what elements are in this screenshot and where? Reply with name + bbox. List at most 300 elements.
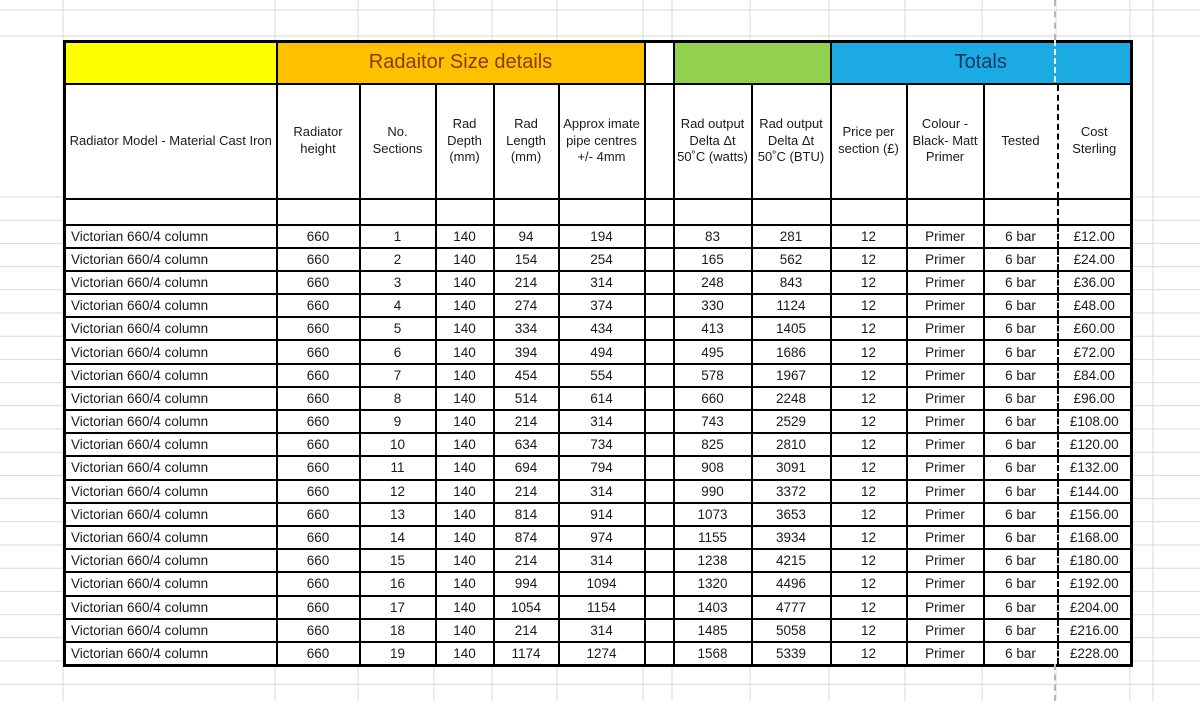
cell-colour[interactable]: Primer (907, 248, 984, 271)
cell-tested[interactable]: 6 bar (984, 387, 1058, 410)
cell-gap[interactable] (645, 549, 674, 572)
table-row (65, 642, 1132, 665)
cell-watts[interactable]: 1320 (674, 572, 752, 595)
cell-colour[interactable]: Primer (907, 340, 984, 363)
cell-tested[interactable]: 6 bar (984, 271, 1058, 294)
cell-gap[interactable] (645, 248, 674, 271)
cell-cost[interactable]: £60.00 (1058, 317, 1132, 340)
cell-gap[interactable] (645, 317, 674, 340)
cell-height[interactable]: 660 (277, 387, 360, 410)
cell-colour[interactable]: Primer (907, 294, 984, 317)
cell-empty-btu[interactable] (752, 199, 831, 225)
cell-sections[interactable]: 9 (360, 410, 436, 433)
cell-colour[interactable]: Primer (907, 480, 984, 503)
cell-gap[interactable] (645, 456, 674, 479)
cell-watts[interactable]: 578 (674, 364, 752, 387)
cell-centres[interactable]: 374 (559, 294, 645, 317)
cell-model[interactable]: Victorian 660/4 column (65, 294, 277, 317)
cell-price[interactable]: 12 (831, 387, 907, 410)
cell-price[interactable]: 12 (831, 456, 907, 479)
cell-depth[interactable]: 140 (436, 642, 494, 665)
cell-centres[interactable]: 434 (559, 317, 645, 340)
cell-btu[interactable]: 3372 (752, 480, 831, 503)
cell-cost[interactable]: £228.00 (1058, 642, 1132, 665)
cell-depth[interactable]: 140 (436, 433, 494, 456)
cell-depth[interactable]: 140 (436, 294, 494, 317)
cell-cost[interactable]: £84.00 (1058, 364, 1132, 387)
cell-colour[interactable]: Primer (907, 433, 984, 456)
page-break-line-bottom (1054, 664, 1056, 701)
cell-empty-colour[interactable] (907, 199, 984, 225)
cell-btu[interactable]: 5339 (752, 642, 831, 665)
cell-empty-length[interactable] (494, 199, 559, 225)
cell-cost[interactable]: £144.00 (1058, 480, 1132, 503)
cell-height[interactable]: 660 (277, 572, 360, 595)
cell-length[interactable]: 214 (494, 271, 559, 294)
table-row (65, 503, 1132, 526)
page-break-line-band (1054, 40, 1056, 82)
cell-model[interactable]: Victorian 660/4 column (65, 410, 277, 433)
cell-length[interactable]: 274 (494, 294, 559, 317)
cell-centres[interactable]: 314 (559, 480, 645, 503)
cell-colour[interactable]: Primer (907, 503, 984, 526)
cell-gap[interactable] (645, 433, 674, 456)
cell-empty-gap[interactable] (645, 199, 674, 225)
cell-tested[interactable]: 6 bar (984, 433, 1058, 456)
table-row (65, 271, 1132, 294)
cell-depth[interactable]: 140 (436, 549, 494, 572)
totals-band[interactable]: Totals (831, 42, 1132, 84)
cell-height[interactable]: 660 (277, 340, 360, 363)
cell-colour[interactable]: Primer (907, 526, 984, 549)
cell-colour[interactable]: Primer (907, 572, 984, 595)
cell-depth[interactable]: 140 (436, 526, 494, 549)
cell-depth[interactable]: 140 (436, 480, 494, 503)
cell-price[interactable]: 12 (831, 225, 907, 248)
cell-length[interactable]: 214 (494, 549, 559, 572)
table-row (65, 456, 1132, 479)
column-header-length[interactable]: Rad Length (mm) (494, 84, 559, 199)
cell-length[interactable]: 394 (494, 340, 559, 363)
cell-centres[interactable]: 314 (559, 410, 645, 433)
cell-depth[interactable]: 140 (436, 619, 494, 642)
cell-watts[interactable]: 1568 (674, 642, 752, 665)
cell-colour[interactable]: Primer (907, 364, 984, 387)
cell-model[interactable]: Victorian 660/4 column (65, 340, 277, 363)
cell-colour[interactable]: Primer (907, 387, 984, 410)
cell-model[interactable]: Victorian 660/4 column (65, 642, 277, 665)
cell-watts[interactable]: 1403 (674, 596, 752, 619)
cell-sections[interactable]: 10 (360, 433, 436, 456)
cell-model[interactable]: Victorian 660/4 column (65, 364, 277, 387)
cell-length[interactable]: 994 (494, 572, 559, 595)
cell-tested[interactable]: 6 bar (984, 549, 1058, 572)
cell-length[interactable]: 214 (494, 480, 559, 503)
table-row (65, 596, 1132, 619)
cell-cost[interactable]: £108.00 (1058, 410, 1132, 433)
cell-centres[interactable]: 974 (559, 526, 645, 549)
cell-price[interactable]: 12 (831, 526, 907, 549)
cell-price[interactable]: 12 (831, 433, 907, 456)
column-header-watts[interactable]: Rad output Delta Δt 50˚C (watts) (674, 84, 752, 199)
cell-sections[interactable]: 14 (360, 526, 436, 549)
cell-colour[interactable]: Primer (907, 225, 984, 248)
cell-cost[interactable]: £24.00 (1058, 248, 1132, 271)
cell-tested[interactable]: 6 bar (984, 596, 1058, 619)
cell-model[interactable]: Victorian 660/4 column (65, 480, 277, 503)
cell-centres[interactable]: 1154 (559, 596, 645, 619)
cell-btu[interactable]: 5058 (752, 619, 831, 642)
cell-centres[interactable]: 794 (559, 456, 645, 479)
cell-height[interactable]: 660 (277, 271, 360, 294)
cell-price[interactable]: 12 (831, 642, 907, 665)
cell-depth[interactable]: 140 (436, 364, 494, 387)
cell-empty-cost[interactable] (1058, 199, 1132, 225)
column-header-gap[interactable] (645, 84, 674, 199)
cell-centres[interactable]: 734 (559, 433, 645, 456)
cell-centres[interactable]: 314 (559, 271, 645, 294)
cell-height[interactable]: 660 (277, 456, 360, 479)
cell-btu[interactable]: 4215 (752, 549, 831, 572)
cell-gap[interactable] (645, 596, 674, 619)
cell-length[interactable]: 814 (494, 503, 559, 526)
cell-watts[interactable]: 1155 (674, 526, 752, 549)
cell-tested[interactable]: 6 bar (984, 619, 1058, 642)
cell-watts[interactable]: 908 (674, 456, 752, 479)
cell-sections[interactable]: 2 (360, 248, 436, 271)
cell-centres[interactable]: 1274 (559, 642, 645, 665)
cell-height[interactable]: 660 (277, 596, 360, 619)
cell-model[interactable]: Victorian 660/4 column (65, 572, 277, 595)
cell-height[interactable]: 660 (277, 225, 360, 248)
cell-tested[interactable]: 6 bar (984, 526, 1058, 549)
cell-colour[interactable]: Primer (907, 549, 984, 572)
cell-model[interactable]: Victorian 660/4 column (65, 596, 277, 619)
cell-tested[interactable]: 6 bar (984, 225, 1058, 248)
cell-height[interactable]: 660 (277, 410, 360, 433)
cell-sections[interactable]: 5 (360, 317, 436, 340)
cell-watts[interactable]: 1238 (674, 549, 752, 572)
table-row (65, 572, 1132, 595)
table-row (65, 294, 1132, 317)
table-row (65, 364, 1132, 387)
cell-depth[interactable]: 140 (436, 225, 494, 248)
cell-price[interactable]: 12 (831, 294, 907, 317)
cell-tested[interactable]: 6 bar (984, 317, 1058, 340)
cell-height[interactable]: 660 (277, 317, 360, 340)
cell-empty-price[interactable] (831, 199, 907, 225)
cell-tested[interactable]: 6 bar (984, 294, 1058, 317)
cell-price[interactable]: 12 (831, 596, 907, 619)
cell-cost[interactable]: £36.00 (1058, 271, 1132, 294)
cell-btu[interactable]: 1967 (752, 364, 831, 387)
cell-length[interactable]: 694 (494, 456, 559, 479)
cell-depth[interactable]: 140 (436, 387, 494, 410)
cell-cost[interactable]: £12.00 (1058, 225, 1132, 248)
cell-colour[interactable]: Primer (907, 619, 984, 642)
cell-gap[interactable] (645, 526, 674, 549)
cell-height[interactable]: 660 (277, 248, 360, 271)
cell-price[interactable]: 12 (831, 619, 907, 642)
table-row (65, 549, 1132, 572)
cell-model[interactable]: Victorian 660/4 column (65, 225, 277, 248)
cell-cost[interactable]: £168.00 (1058, 526, 1132, 549)
cell-sections[interactable]: 11 (360, 456, 436, 479)
cell-price[interactable]: 12 (831, 340, 907, 363)
cell-sections[interactable]: 3 (360, 271, 436, 294)
green-band-cell[interactable] (674, 42, 831, 84)
column-header-btu[interactable]: Rad output Delta Δt 50˚C (BTU) (752, 84, 831, 199)
column-header-height[interactable]: Radiator height (277, 84, 360, 199)
cell-tested[interactable]: 6 bar (984, 248, 1058, 271)
cell-gap[interactable] (645, 642, 674, 665)
table-row (65, 410, 1132, 433)
table-row (65, 619, 1132, 642)
table-row (65, 387, 1132, 410)
cell-colour[interactable]: Primer (907, 317, 984, 340)
column-header-row (65, 84, 1132, 199)
cell-length[interactable]: 334 (494, 317, 559, 340)
column-header-depth[interactable]: Rad Depth (mm) (436, 84, 494, 199)
cell-sections[interactable]: 15 (360, 549, 436, 572)
cell-depth[interactable]: 140 (436, 503, 494, 526)
cell-gap[interactable] (645, 503, 674, 526)
cell-price[interactable]: 12 (831, 503, 907, 526)
spacer-row (65, 199, 1132, 225)
band-gap-cell[interactable] (645, 42, 674, 84)
cell-sections[interactable]: 17 (360, 596, 436, 619)
cell-btu[interactable]: 4496 (752, 572, 831, 595)
cell-height[interactable]: 660 (277, 433, 360, 456)
cell-watts[interactable]: 330 (674, 294, 752, 317)
cell-colour[interactable]: Primer (907, 596, 984, 619)
cell-gap[interactable] (645, 294, 674, 317)
cell-cost[interactable]: £132.00 (1058, 456, 1132, 479)
cell-colour[interactable]: Primer (907, 456, 984, 479)
cell-centres[interactable]: 194 (559, 225, 645, 248)
cell-cost[interactable]: £96.00 (1058, 387, 1132, 410)
yellow-band-cell[interactable] (65, 42, 277, 84)
cell-depth[interactable]: 140 (436, 340, 494, 363)
cell-length[interactable]: 454 (494, 364, 559, 387)
cell-price[interactable]: 12 (831, 572, 907, 595)
cell-model[interactable]: Victorian 660/4 column (65, 456, 277, 479)
cell-empty-sections[interactable] (360, 199, 436, 225)
cell-watts[interactable]: 825 (674, 433, 752, 456)
cell-cost[interactable]: £192.00 (1058, 572, 1132, 595)
cell-height[interactable]: 660 (277, 364, 360, 387)
cell-height[interactable]: 660 (277, 526, 360, 549)
cell-model[interactable]: Victorian 660/4 column (65, 248, 277, 271)
cell-tested[interactable]: 6 bar (984, 456, 1058, 479)
cell-cost[interactable]: £180.00 (1058, 549, 1132, 572)
cell-watts[interactable]: 165 (674, 248, 752, 271)
cell-price[interactable]: 12 (831, 410, 907, 433)
cell-model[interactable]: Victorian 660/4 column (65, 271, 277, 294)
cell-length[interactable]: 874 (494, 526, 559, 549)
cell-gap[interactable] (645, 387, 674, 410)
cell-depth[interactable]: 140 (436, 248, 494, 271)
cell-tested[interactable]: 6 bar (984, 364, 1058, 387)
cell-tested[interactable]: 6 bar (984, 503, 1058, 526)
column-header-cost[interactable]: Cost Sterling (1058, 84, 1132, 199)
cell-gap[interactable] (645, 410, 674, 433)
cell-btu[interactable]: 1405 (752, 317, 831, 340)
cell-height[interactable]: 660 (277, 294, 360, 317)
cell-cost[interactable]: £48.00 (1058, 294, 1132, 317)
column-header-price[interactable]: Price per section (£) (831, 84, 907, 199)
cell-btu[interactable]: 2529 (752, 410, 831, 433)
cell-tested[interactable]: 6 bar (984, 410, 1058, 433)
cell-empty-height[interactable] (277, 199, 360, 225)
cell-price[interactable]: 12 (831, 364, 907, 387)
cell-btu[interactable]: 3934 (752, 526, 831, 549)
cell-sections[interactable]: 7 (360, 364, 436, 387)
cell-sections[interactable]: 8 (360, 387, 436, 410)
cell-model[interactable]: Victorian 660/4 column (65, 387, 277, 410)
page-break-line-top (1054, 0, 1056, 40)
cell-depth[interactable]: 140 (436, 456, 494, 479)
cell-sections[interactable]: 1 (360, 225, 436, 248)
cell-tested[interactable]: 6 bar (984, 642, 1058, 665)
cell-depth[interactable]: 140 (436, 596, 494, 619)
cell-depth[interactable]: 140 (436, 572, 494, 595)
table-row (65, 480, 1132, 503)
cell-sections[interactable]: 16 (360, 572, 436, 595)
cell-gap[interactable] (645, 271, 674, 294)
cell-btu[interactable]: 3653 (752, 503, 831, 526)
column-header-colour[interactable]: Colour - Black- Matt Primer (907, 84, 984, 199)
cell-length[interactable]: 1054 (494, 596, 559, 619)
cell-length[interactable]: 634 (494, 433, 559, 456)
cell-empty-model[interactable] (65, 199, 277, 225)
table-row (65, 433, 1132, 456)
cell-centres[interactable]: 914 (559, 503, 645, 526)
cell-sections[interactable]: 13 (360, 503, 436, 526)
cell-centres[interactable]: 554 (559, 364, 645, 387)
cell-centres[interactable]: 254 (559, 248, 645, 271)
column-header-centres[interactable]: Approx imate pipe centres +/- 4mm (559, 84, 645, 199)
cell-gap[interactable] (645, 572, 674, 595)
cell-btu[interactable]: 843 (752, 271, 831, 294)
cell-model[interactable]: Victorian 660/4 column (65, 549, 277, 572)
cell-centres[interactable]: 494 (559, 340, 645, 363)
cell-price[interactable]: 12 (831, 480, 907, 503)
cell-length[interactable]: 514 (494, 387, 559, 410)
size-details-band[interactable]: Radaitor Size details (277, 42, 645, 84)
cell-sections[interactable]: 6 (360, 340, 436, 363)
cell-cost[interactable]: £204.00 (1058, 596, 1132, 619)
cell-model[interactable]: Victorian 660/4 column (65, 619, 277, 642)
cell-watts[interactable]: 495 (674, 340, 752, 363)
cell-price[interactable]: 12 (831, 248, 907, 271)
column-header-sections[interactable]: No. Sections (360, 84, 436, 199)
cell-btu[interactable]: 4777 (752, 596, 831, 619)
cell-price[interactable]: 12 (831, 271, 907, 294)
cell-length[interactable]: 154 (494, 248, 559, 271)
cell-centres[interactable]: 314 (559, 549, 645, 572)
cell-sections[interactable]: 12 (360, 480, 436, 503)
cell-watts[interactable]: 660 (674, 387, 752, 410)
table-body (65, 199, 1132, 666)
cell-centres[interactable]: 314 (559, 619, 645, 642)
cell-centres[interactable]: 614 (559, 387, 645, 410)
cell-btu[interactable]: 1124 (752, 294, 831, 317)
cell-colour[interactable]: Primer (907, 271, 984, 294)
cell-height[interactable]: 660 (277, 619, 360, 642)
cell-btu[interactable]: 281 (752, 225, 831, 248)
cell-price[interactable]: 12 (831, 317, 907, 340)
cell-model[interactable]: Victorian 660/4 column (65, 526, 277, 549)
cell-height[interactable]: 660 (277, 480, 360, 503)
cell-tested[interactable]: 6 bar (984, 480, 1058, 503)
cell-btu[interactable]: 2810 (752, 433, 831, 456)
cell-sections[interactable]: 4 (360, 294, 436, 317)
cell-cost[interactable]: £216.00 (1058, 619, 1132, 642)
cell-height[interactable]: 660 (277, 549, 360, 572)
table-row (65, 225, 1132, 248)
radiator-table (63, 40, 1133, 667)
cell-watts[interactable]: 83 (674, 225, 752, 248)
cell-watts[interactable]: 1073 (674, 503, 752, 526)
cell-btu[interactable]: 1686 (752, 340, 831, 363)
cell-colour[interactable]: Primer (907, 410, 984, 433)
cell-watts[interactable]: 413 (674, 317, 752, 340)
cell-btu[interactable]: 3091 (752, 456, 831, 479)
cell-length[interactable]: 214 (494, 619, 559, 642)
cell-height[interactable]: 660 (277, 503, 360, 526)
cell-colour[interactable]: Primer (907, 642, 984, 665)
cell-gap[interactable] (645, 340, 674, 363)
cell-height[interactable]: 660 (277, 642, 360, 665)
cell-centres[interactable]: 1094 (559, 572, 645, 595)
cell-empty-watts[interactable] (674, 199, 752, 225)
column-header-model[interactable]: Radiator Model - Material Cast Iron (65, 84, 277, 199)
cell-btu[interactable]: 2248 (752, 387, 831, 410)
cell-empty-tested[interactable] (984, 199, 1058, 225)
cell-gap[interactable] (645, 225, 674, 248)
cell-sections[interactable]: 18 (360, 619, 436, 642)
cell-sections[interactable]: 19 (360, 642, 436, 665)
cell-gap[interactable] (645, 364, 674, 387)
cell-empty-depth[interactable] (436, 199, 494, 225)
cell-length[interactable]: 94 (494, 225, 559, 248)
cell-model[interactable]: Victorian 660/4 column (65, 503, 277, 526)
cell-empty-centres[interactable] (559, 199, 645, 225)
cell-model[interactable]: Victorian 660/4 column (65, 317, 277, 340)
cell-gap[interactable] (645, 619, 674, 642)
cell-btu[interactable]: 562 (752, 248, 831, 271)
cell-depth[interactable]: 140 (436, 410, 494, 433)
cell-watts[interactable]: 1485 (674, 619, 752, 642)
cell-price[interactable]: 12 (831, 549, 907, 572)
cell-gap[interactable] (645, 480, 674, 503)
cell-tested[interactable]: 6 bar (984, 572, 1058, 595)
cell-depth[interactable]: 140 (436, 317, 494, 340)
cell-watts[interactable]: 990 (674, 480, 752, 503)
cell-cost[interactable]: £72.00 (1058, 340, 1132, 363)
cell-model[interactable]: Victorian 660/4 column (65, 433, 277, 456)
cell-length[interactable]: 1174 (494, 642, 559, 665)
column-header-tested[interactable]: Tested (984, 84, 1058, 199)
cell-watts[interactable]: 743 (674, 410, 752, 433)
cell-length[interactable]: 214 (494, 410, 559, 433)
cell-depth[interactable]: 140 (436, 271, 494, 294)
cell-cost[interactable]: £156.00 (1058, 503, 1132, 526)
cell-watts[interactable]: 248 (674, 271, 752, 294)
cell-tested[interactable]: 6 bar (984, 340, 1058, 363)
cell-cost[interactable]: £120.00 (1058, 433, 1132, 456)
